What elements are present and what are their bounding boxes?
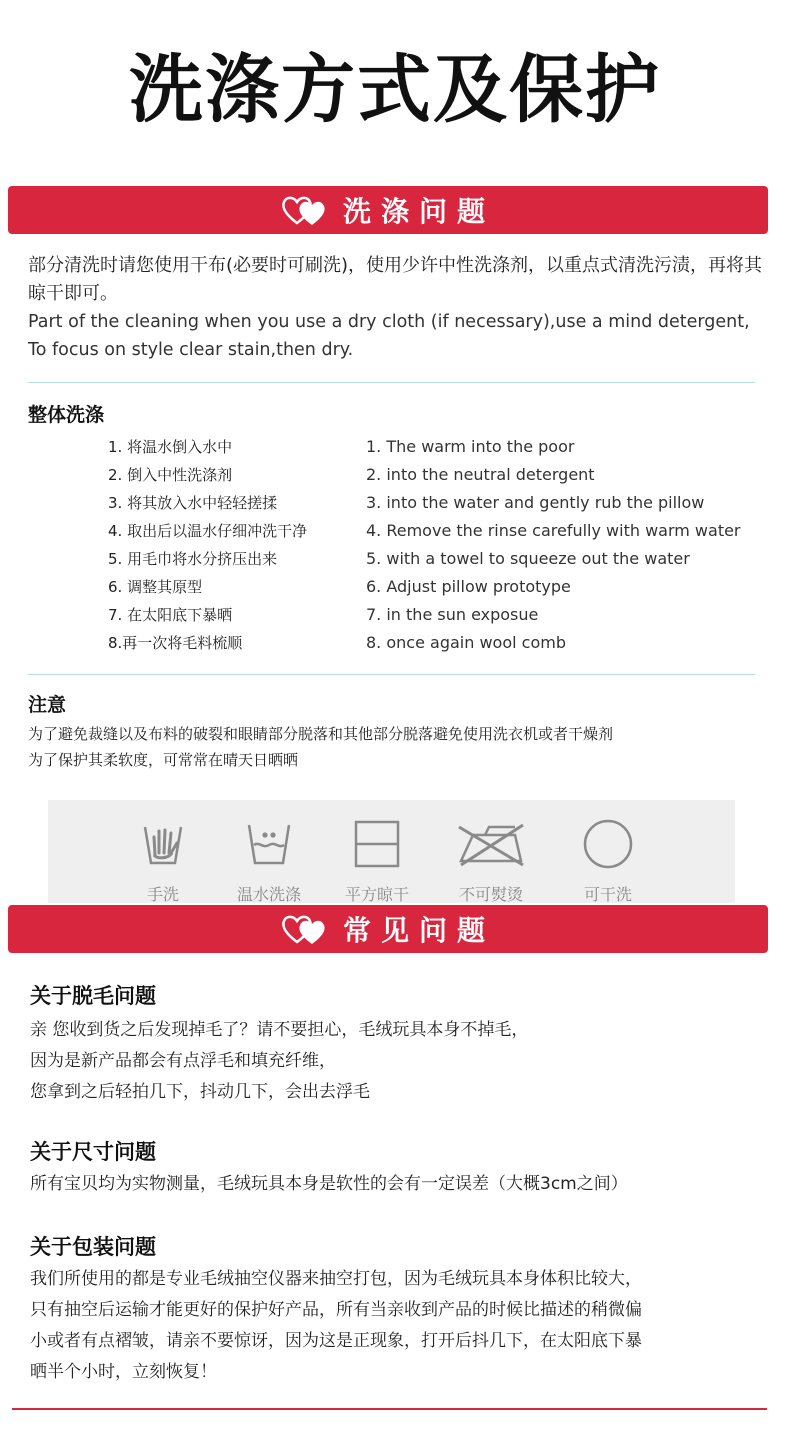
faq-line: 亲 您收到货之后发现掉毛了？请不要担心，毛绒玩具本身不掉毛， bbox=[30, 1020, 529, 1040]
faq-line: 您拿到之后轻拍几下，抖动几下，会出去浮毛 bbox=[30, 1082, 370, 1102]
faq-line: 所有宝贝均为实物测量，毛绒玩具本身是软性的会有一定误差（大概3cm之间） bbox=[30, 1174, 628, 1194]
step-en: 1. The warm into the poor bbox=[366, 437, 575, 456]
step-en: 3. into the water and gently rub the pillow bbox=[366, 493, 705, 512]
wash-section-title: 洗涤问题 bbox=[342, 195, 495, 228]
faq-section-title: 常见问题 bbox=[342, 914, 495, 947]
wash-section-banner bbox=[8, 186, 768, 234]
faq-heading-packaging: 关于包装问题 bbox=[30, 1235, 156, 1259]
faq-body-packaging bbox=[30, 1264, 770, 1388]
double-heart-icon bbox=[281, 193, 329, 227]
step-cn: 6. 调整其原型 bbox=[108, 578, 203, 596]
no-iron-icon bbox=[436, 816, 546, 872]
page-title: 洗涤方式及保护 bbox=[129, 47, 661, 133]
care-item bbox=[436, 816, 546, 905]
section-divider bbox=[28, 382, 755, 383]
wash-steps-en bbox=[366, 433, 741, 657]
flat-dry-icon bbox=[322, 816, 432, 872]
step-en: 7. in the sun exposue bbox=[366, 605, 539, 624]
care-item bbox=[322, 816, 432, 905]
step-en: 2. into the neutral detergent bbox=[366, 465, 595, 484]
care-symbols-panel bbox=[48, 800, 735, 903]
care-item bbox=[108, 816, 218, 905]
care-label: 平方晾干 bbox=[344, 885, 409, 904]
step-en: 4. Remove the rinse carefully with warm water bbox=[366, 521, 741, 540]
wash-steps-cn bbox=[108, 433, 307, 657]
wash-intro-en: Part of the cleaning when you use a dry cloth (if necessary),use a mind detergent, To focus on style clear stain,then dry. bbox=[28, 312, 750, 360]
bottom-divider bbox=[12, 1408, 767, 1410]
step-cn: 1. 将温水倒入水中 bbox=[108, 438, 233, 456]
step-cn: 5. 用毛巾将水分挤压出来 bbox=[108, 550, 278, 568]
note-heading: 注意 bbox=[28, 694, 67, 716]
wash-intro-cn: 部分清洗时请您使用干布(必要时可刷洗)，使用少许中性洗涤剂，以重点式清洗污渍，再将其晾干即可。 bbox=[28, 255, 763, 304]
step-cn: 2. 倒入中性洗涤剂 bbox=[108, 466, 233, 484]
care-label: 手洗 bbox=[146, 885, 179, 904]
faq-line: 我们所使用的都是专业毛绒抽空仪器来抽空打包，因为毛绒玩具本身体积比较大， bbox=[30, 1269, 642, 1289]
step-cn: 3. 将其放入水中轻轻搓揉 bbox=[108, 494, 278, 512]
step-cn: 8.再一次将毛料梳顺 bbox=[108, 634, 243, 652]
faq-heading-size: 关于尺寸问题 bbox=[30, 1140, 156, 1164]
step-cn: 7. 在太阳底下暴晒 bbox=[108, 606, 233, 624]
faq-line: 晒半个小时，立刻恢复！ bbox=[30, 1362, 217, 1382]
care-label: 可干洗 bbox=[583, 885, 632, 904]
faq-body-shedding bbox=[30, 1015, 770, 1108]
note-line: 为了保护其柔软度，可常常在晴天日晒晒 bbox=[28, 751, 299, 769]
note-line: 为了避免裁缝以及布料的破裂和眼睛部分脱落和其他部分脱落避免使用洗衣机或者干燥剂 bbox=[28, 725, 614, 743]
double-heart-icon bbox=[281, 912, 329, 946]
care-label: 不可熨烫 bbox=[458, 885, 523, 904]
warm-water-wash-icon bbox=[214, 816, 324, 872]
faq-line: 只有抽空后运输才能更好的保护好产品，所有当亲收到产品的时候比描述的稍微偏 bbox=[30, 1300, 642, 1320]
care-label: 温水洗涤 bbox=[236, 885, 301, 904]
faq-line: 小或者有点褶皱，请亲不要惊讶，因为这是正现象，打开后抖几下，在太阳底下暴 bbox=[30, 1331, 642, 1351]
section-divider bbox=[28, 674, 755, 675]
step-en: 8. once again wool comb bbox=[366, 633, 566, 652]
step-en: 5. with a towel to squeeze out the water bbox=[366, 549, 690, 568]
faq-section-banner bbox=[8, 905, 768, 953]
dry-clean-icon bbox=[553, 816, 663, 872]
faq-line: 因为是新产品都会有点浮毛和填充纤维， bbox=[30, 1051, 336, 1071]
step-en: 6. Adjust pillow prototype bbox=[366, 577, 571, 596]
care-item bbox=[553, 816, 663, 905]
faq-body-size bbox=[30, 1169, 770, 1200]
whole-wash-heading: 整体洗涤 bbox=[28, 404, 105, 426]
faq-heading-shedding: 关于脱毛问题 bbox=[30, 984, 156, 1008]
hand-wash-icon bbox=[108, 816, 218, 872]
step-cn: 4. 取出后以温水仔细冲洗干净 bbox=[108, 522, 308, 540]
care-item bbox=[214, 816, 324, 905]
